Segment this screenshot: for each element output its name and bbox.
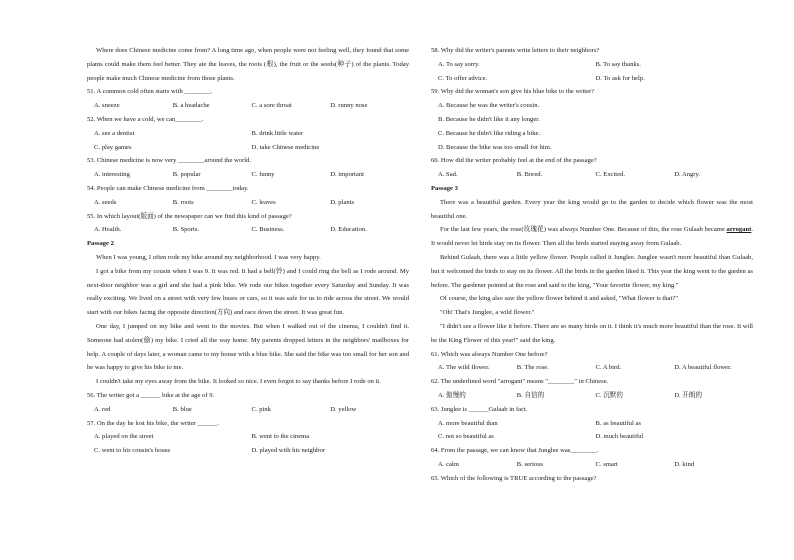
question-58: 58. Why did the writer's parents write letters to their neighbors?: [431, 47, 600, 54]
option: D. A beautiful flower.: [674, 364, 732, 372]
options-62: [431, 389, 753, 403]
option: A. To say sorry.: [438, 60, 480, 68]
option: D. Because the bike was too small for him.: [438, 143, 552, 151]
option: B. went to the cinema: [251, 433, 310, 441]
underlined-word: arrogant: [726, 226, 752, 234]
passage-3-paragraph: There was a beautiful garden. Every year the king would go to the garden to decide which flower was the most beautiful one.: [431, 198, 753, 220]
option: D. Angry.: [674, 171, 701, 179]
passage-3-paragraph: [431, 223, 753, 251]
options-63b: [431, 430, 753, 444]
passage-2-title: Passage 2: [87, 240, 114, 248]
option: A. calm: [438, 460, 459, 468]
option: D. yellow: [330, 405, 357, 413]
option: D. important: [330, 171, 364, 179]
option: C. not so beautiful as: [438, 433, 494, 441]
passage-3-title: Passage 3: [431, 184, 458, 192]
option: B. The rose.: [516, 364, 549, 372]
options-53: [87, 168, 409, 182]
option: D. runny nose: [330, 102, 368, 110]
option: B. blue: [172, 405, 192, 413]
option: B. 自信的: [516, 391, 545, 399]
option: A. played on the street: [94, 433, 154, 441]
passage-2-paragraph: One day, I jumped on my bike and went to the movies. But when I walked out of the cinema, I couldn't find it. Someone had stolen(偷) my bike. I cried all the way home. My parents dropped letters in the neighbors' mailboxes for help. A couple of days later, a woman came to my house with a blue bike. She said the bike was too small for her son and he was happy to give his bike to me.: [87, 322, 409, 372]
option: B. as beautiful as: [595, 419, 641, 427]
options-63a: [431, 417, 753, 431]
options-52a: [87, 127, 409, 141]
option: A. red: [94, 405, 111, 413]
options-52b: [87, 141, 409, 155]
option: C. A bird.: [595, 364, 622, 372]
option: D. played with his neighbor: [251, 447, 325, 455]
option: C. Excited.: [595, 171, 625, 179]
question-56: 56. The writer got a ______ bike at the age of 9.: [87, 391, 215, 399]
option: C. Because he didn't like riding a bike.: [438, 129, 541, 137]
option: A. seeds: [94, 198, 117, 206]
option: C. 沉默的: [595, 391, 623, 399]
option: B. popular: [172, 171, 201, 179]
question-53: 53. Chinese medicine is now very ________around the world.: [87, 157, 252, 165]
options-61: [431, 361, 753, 375]
option: C. funny: [251, 171, 275, 179]
right-column: [431, 44, 753, 486]
question-59: 59. Why did the woman's son give his blue bike to the writer?: [431, 88, 595, 96]
option: D. Education.: [330, 226, 367, 234]
option: D. take Chinese medicine: [251, 143, 320, 151]
intro-paragraph: Where does Chinese medicine come from? A long time ago, when people were not feeling well, they found that some plants could make them feel better. They ate the leaves, the roots (根), the fruit or the seeds(种子) of the plants. Today people make much Chinese medicine from those plants.: [87, 47, 409, 82]
option: B. serious: [516, 460, 544, 468]
option: A. 傲慢的: [438, 391, 466, 399]
options-58b: [431, 72, 753, 86]
passage-3-paragraph: "Oh! That's Junglee, a wild flower.": [440, 309, 535, 317]
passage-2-paragraph: I couldn't take my eyes away from the bike. It looked so nice. I even forgot to say thanks before I rode on it.: [96, 378, 381, 386]
passage-3-paragraph: Behind Gulaab, there was a little yellow flower. People called it Junglee. Junglee wasn't more beautiful than Gulaab, but it welcomed the birds to stay on its flower. All the birds in the garden liked it. This year the king went to the garden as before. The gardener pointed at the rose and said to the king, "Your favorite flower, my king.": [431, 253, 753, 289]
option: A. see a dentist: [94, 129, 135, 137]
question-52: 52. When we have a cold, we can________.: [87, 115, 204, 123]
options-57a: [87, 430, 409, 444]
option: C. a sore throat: [251, 102, 292, 110]
option: B. roots: [172, 198, 194, 206]
options-60: [431, 168, 753, 182]
passage-3-paragraph: Of course, the king also saw the yellow flower behind it and asked, "What flower is that?": [440, 295, 678, 303]
options-58a: [431, 58, 753, 72]
option: C. Business.: [251, 226, 285, 234]
paragraph-text: . It would never let birds stay on its flower. Then all the birds started staying away from Gulaab.: [431, 226, 753, 248]
options-54: [87, 196, 409, 210]
question-51: 51. A common cold often starts with ________.: [87, 88, 213, 96]
option: C. went to his cousin's house: [94, 447, 171, 455]
paragraph-text: For the last few years, the rose(玫瑰花) was always Number One. Because of this, the rose Gulaab became: [440, 226, 727, 234]
option: A. Because he was the writer's cousin.: [438, 102, 540, 110]
question-65: 65. Which of the following is TRUE according to the passage?: [431, 474, 597, 482]
option: D. 开朗的: [674, 391, 703, 399]
options-57b: [87, 444, 409, 458]
question-63: 63. Junglee is ______Gulaab in fact.: [431, 405, 528, 413]
option: A. sneeze: [94, 102, 120, 110]
option: D. kind: [674, 460, 695, 468]
options-56: [87, 403, 409, 417]
option: B. drink little water: [251, 129, 304, 137]
question-57: 57. On the day he lost his bike, the writer ______.: [87, 419, 220, 427]
passage-2-paragraph: I got a bike from my cousin when I was 9. It was red. It had a bell(铃) and I could ring the bell as I rode around. My next-door neighbor was a girl and she had a pink bike. We rode our bikes together every Saturday and Sunday. It was really exciting. We lived on a street with very few buses or cars, so it was safe for us to ride across the street. We would start with our bikes facing the opposite direction(方向) and race down the street. It was great fun.: [87, 267, 409, 317]
options-51: [87, 99, 409, 113]
question-64: 64. From the passage, we can know that Junglee was________.: [431, 447, 599, 455]
option: C. smart: [595, 460, 618, 468]
option: A. Sad.: [438, 171, 458, 179]
question-54: 54. People can make Chinese medicine from ________today.: [87, 184, 249, 192]
option: C. pink: [251, 405, 271, 413]
option: B. To say thanks.: [595, 60, 641, 68]
option: B. Bored.: [516, 171, 543, 179]
question-61: 61. Which was always Number One before?: [431, 350, 548, 358]
options-64: [431, 458, 753, 472]
option: C. To offer advice.: [438, 74, 488, 82]
option: A. more beautiful than: [438, 419, 498, 427]
question-62: 62. The underlined word "arrogant" means "________" in Chinese.: [431, 378, 609, 386]
option: B. Because he didn't like it any longer.: [438, 115, 540, 123]
option: A. interesting: [94, 171, 130, 179]
option: C. leaves: [251, 198, 276, 206]
option: D. much beautiful: [595, 433, 644, 441]
passage-2-paragraph: When I was young, I often rode my bike around my neighborhood. I was very happy.: [96, 253, 321, 261]
question-55: 55. In which layout(版面) of the newspaper can we find this kind of passage?: [87, 212, 292, 220]
options-55: [87, 223, 409, 237]
option: D. To ask for help.: [595, 74, 645, 82]
option: A. Health.: [94, 226, 122, 234]
question-60: 60. How did the writer probably feel at the end of the passage?: [431, 157, 597, 165]
option: C. play games: [94, 143, 132, 151]
option: D. plants: [330, 198, 355, 206]
option: A. The wild flower.: [438, 364, 490, 372]
passage-3-paragraph: "I didn't see a flower like it before. There are so many birds on it. I think it's much more beautiful than the rose. It will be the King Flower of this year!" said the king.: [431, 322, 753, 344]
left-column: [87, 44, 409, 458]
option: B. Sports.: [172, 226, 199, 234]
option: B. a headache: [172, 102, 210, 110]
